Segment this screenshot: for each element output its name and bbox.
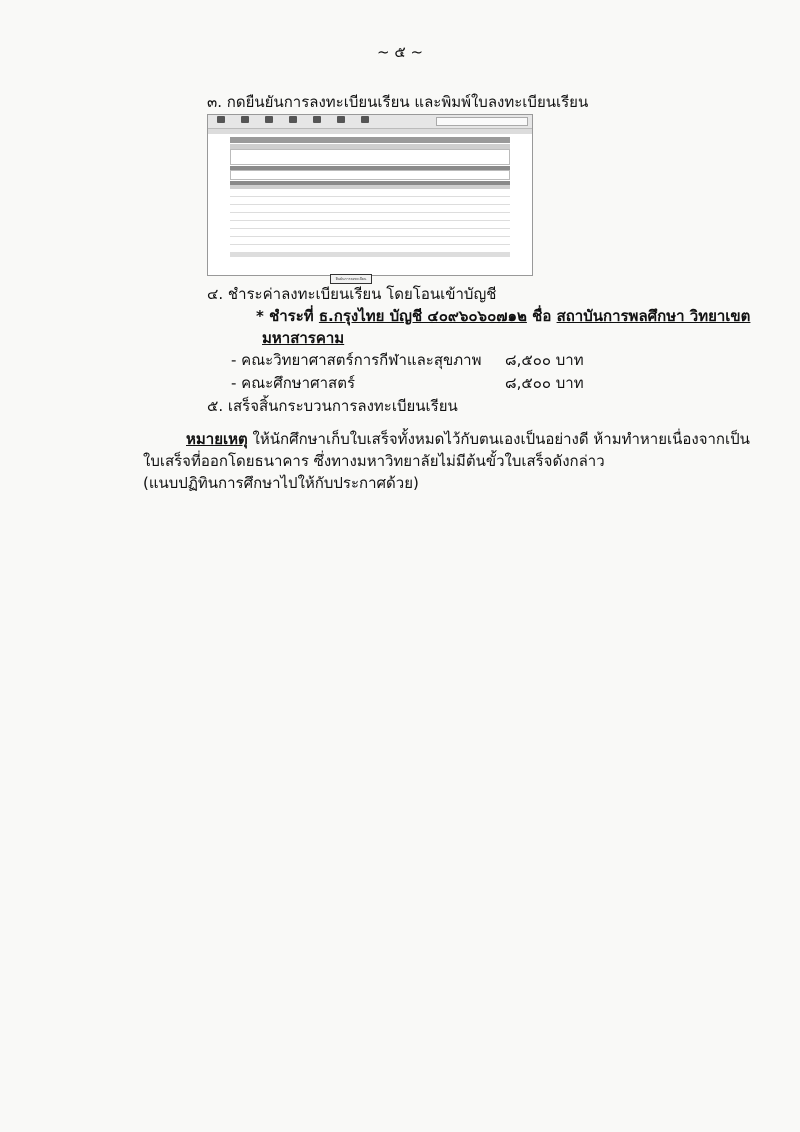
toolbar-document-icon — [284, 116, 302, 127]
toolbar-home-icon — [212, 116, 230, 127]
fee-amount-2: ๘,๕๐๐ บาท — [505, 374, 584, 392]
table-row — [230, 189, 510, 197]
payment-name-label: ชื่อ — [526, 307, 557, 325]
page-number: ~ ๕ ~ — [376, 43, 424, 61]
screenshot-course-table — [230, 185, 510, 253]
step-5-text: ๕. เสร็จสิ้นกระบวนการลงทะเบียนเรียน — [207, 397, 458, 415]
registration-screenshot — [207, 114, 533, 281]
remark-text-1: ให้นักศึกษาเก็บใบเสร็จทั้งหมดไว้กับตนเองเป็นอย่างดี ห้ามทำหายเนื่องจากเป็น — [247, 430, 750, 448]
screenshot-advisor-info — [230, 170, 510, 180]
screenshot-menu-bar — [208, 129, 532, 134]
screenshot-header-bar — [230, 137, 510, 143]
toolbar-finance-icon — [332, 116, 350, 127]
account-name: สถาบันการพลศึกษา วิทยาเขต — [556, 307, 751, 325]
table-row — [230, 237, 510, 245]
table-row — [230, 229, 510, 237]
toolbar-register-icon — [236, 116, 254, 127]
table-row — [230, 245, 510, 253]
account-name-continued: มหาสารคาม — [262, 329, 345, 347]
step-4-text: ๔. ชำระค่าลงทะเบียนเรียน โดยโอนเข้าบัญชี — [207, 285, 497, 303]
toolbar-schedule-icon — [260, 116, 278, 127]
screenshot-search-box — [436, 117, 528, 126]
table-row — [230, 197, 510, 205]
table-row — [230, 213, 510, 221]
screenshot-total-row — [230, 253, 510, 257]
payment-line — [256, 306, 750, 326]
screenshot-notes — [230, 258, 510, 281]
table-row — [230, 221, 510, 229]
fee-faculty-2: - คณะศึกษาศาสตร์ — [231, 374, 355, 392]
screenshot-toolbar — [208, 115, 532, 129]
toolbar-logout-icon — [356, 116, 374, 127]
bank-account: ธ.กรุงไทย บัญชี ๔๐๙๖๐๖๐๗๑๒ — [318, 307, 527, 325]
remark-line-2: ใบเสร็จที่ออกโดยธนาคาร ซึ่งทางมหาวิทยาลัยไม่มีต้นขั้วใบเสร็จดังกล่าว — [143, 452, 605, 470]
confirm-registration-button[interactable]: ยืนยันการลงทะเบียน — [330, 274, 372, 284]
step-3-text: ๓. กดยืนยันการลงทะเบียนเรียน และพิมพ์ใบลงทะเบียนเรียน — [207, 93, 589, 111]
payment-prefix: * ชำระที่ — [256, 307, 319, 325]
toolbar-grades-icon — [308, 116, 326, 127]
screenshot-student-info — [230, 149, 510, 165]
table-row — [230, 205, 510, 213]
remark-line-3: (แนบปฏิทินการศึกษาไปให้กับประกาศด้วย) — [143, 474, 419, 492]
fee-amount-1: ๘,๕๐๐ บาท — [505, 351, 584, 369]
remark-label: หมายเหตุ — [186, 430, 248, 448]
fee-faculty-1: - คณะวิทยาศาสตร์การกีฬาและสุขภาพ — [231, 351, 482, 369]
remark-line-1 — [186, 429, 750, 449]
